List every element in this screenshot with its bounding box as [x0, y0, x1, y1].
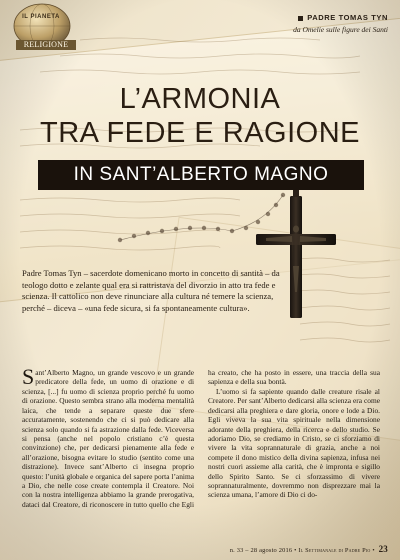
body-paragraph-2: L’uomo si fa sapiente quando dalle creature risale al Creatore. Per sant’Alberto dedicarsi alla scienza era come dedicarsi alla preghiera e dare gloria, onore e lode a Dio. Egli viveva la sua vita spirituale nella dimensione adorante della preghiera, della ricerca e dello studio. Se adoriamo Dio, se crediamo in Cristo, se ci sforziamo di vivere la vita soprannaturale di grazia, anche a noi compete il dono mistico della divina sapienza, infusa nei nostri cuori assieme alla carità, che è impronta e sigillo dello Spirito Santo. Se ci sforzassimo di vivere soprannaturalmente, dovremmo non disprezzare mai la scienza umana, l’amore di Dio ci do- [208, 386, 380, 500]
body-paragraph-1-text: ant’Alberto Magno, un grande vescovo e un grande predicatore della fede, un uomo di orazione e di scienza, [...] fu uomo di scienza proprio perché fu uomo di orazione. Questo sembra strano alla moderna mentalità laica, che tende a separare queste due sfere accuratamente, sostenendo che ci si può dedicare alla scienza solo quando si fa astrazione dalla fede. Viceversa si pensa (anche nel popolo cristiano c’è questa convinzione) che, per dedicarsi pienamente alla fede e all’orazione, bisogna evitare lo studio (sentito come una distrazione). Invece sant’Alberto ci insegna proprio questo: l’unità globale e organica del sapere porta l’anima a Dio, che nelle cose create contempla il Creatore. Noi con la nostra intelligenza abbiamo la grande prerogativa, dataci dal Creatore, di riconoscere in tutto quello che Egli ha creato, che ha posto in essere, una traccia della sua sapienza e della sua bontà. [22, 368, 380, 509]
drop-cap: S [22, 364, 35, 389]
title-line-1: L’ARMONIA [119, 83, 281, 115]
square-bullet-icon [298, 16, 303, 21]
badge-top-text: IL PIANETA [22, 14, 60, 20]
issue-info: n. 33 – 28 agosto 2016 [229, 547, 293, 554]
author-line [298, 13, 388, 22]
source-line [293, 25, 388, 34]
article-subtitle: IN SANT’ALBERTO MAGNO [73, 164, 329, 185]
footer-separator: • [294, 547, 297, 554]
source-title: Omelie sulle figure dei Santi [302, 25, 388, 34]
magazine-name: Il Settimanale di Padre Pio [298, 547, 371, 554]
article-body [22, 364, 380, 509]
article-intro: Padre Tomas Tyn – sacerdote domenicano morto in concetto di santità – da teologo dotto e zelante qual era si rattristava del divorzio in atto tra fede e scienza. Il cattolico non deve rinunciare alla cultura né temere la scienza, perché – diceva – «una fede sicura, si fa spontaneamente cultura». [22, 268, 280, 313]
page-footer [230, 544, 388, 554]
author-name: PADRE TOMAS TYN [307, 13, 388, 22]
source-prefix: da [293, 25, 301, 34]
title-line-2: TRA FEDE E RAGIONE [40, 117, 360, 149]
subtitle-bar [38, 160, 364, 190]
section-label: RELIGIONE [16, 40, 76, 50]
page-number: 23 [378, 544, 388, 554]
section-badge [4, 2, 76, 52]
article-title [0, 82, 400, 150]
footer-separator-2: • [372, 547, 375, 554]
